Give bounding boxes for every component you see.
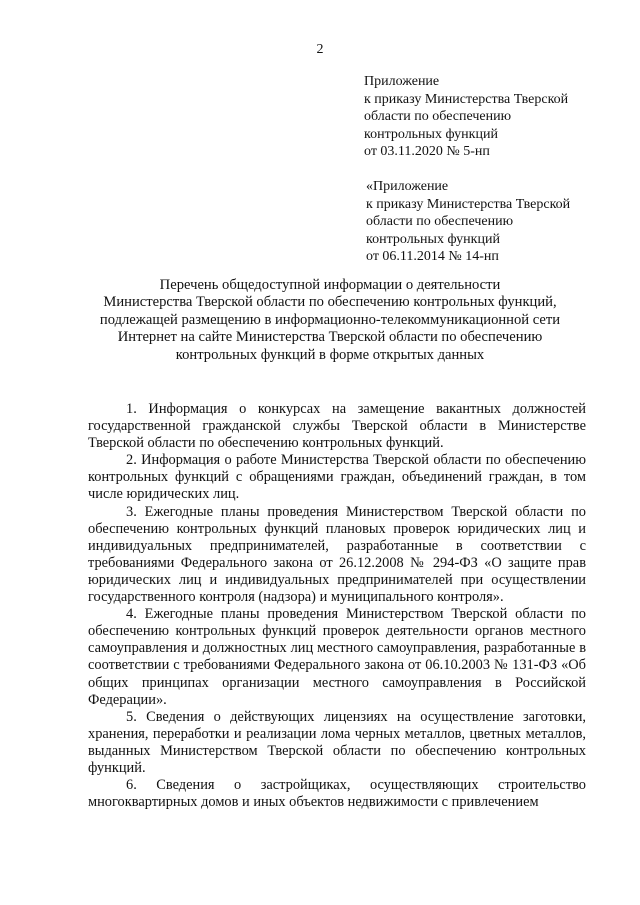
appendix-line: области по обеспечению xyxy=(366,214,514,230)
title-line: Министерства Тверской области по обеспечению контрольных функций, xyxy=(103,294,557,311)
appendix-line: «Приложение xyxy=(366,179,449,194)
appendix-previous xyxy=(366,178,626,266)
appendix-line: к приказу Министерства Тверской xyxy=(364,91,569,107)
appendix-current xyxy=(364,73,624,161)
list-item: 5. Сведения о действующих лицензиях на осуществление заготовки, хранения, переработки и реализации лома черных металлов, цветных металлов, выданных Министерством Тверской области по обеспечению контрольных функций. xyxy=(88,708,586,776)
title-line: контрольных функций в форме открытых данных xyxy=(175,346,485,363)
list-item: 3. Ежегодные планы проведения Министерством Тверской области по обеспечению контрольных функций плановых проверок юридических лиц и индивидуальных предпринимателей, разработанные в соответствии с требованиями Федерального закона от 26.12.2008 № 294-ФЗ «О защите прав юридических лиц и индивидуальных предпринимателей при осуществлении государственного контроля (надзора) и муниципального контроля». xyxy=(88,503,586,606)
list-item: 4. Ежегодные планы проведения Министерством Тверской области по обеспечению контрольных функций проверок деятельности органов местного самоуправления и должностных лиц местного самоуправления, разработанные в соответствии с требованиями Федерального закона от 06.10.2003 № 131-ФЗ «Об общих принципах организации местного самоуправления в Российской Федерации». xyxy=(88,606,586,708)
list-item: 1. Информация о конкурсах на замещение вакантных должностей государственной гражданской службы Тверской области в Министерстве Тверской области по обеспечению контрольных функций. xyxy=(88,401,586,452)
page-number: 2 xyxy=(316,42,324,57)
document-title xyxy=(60,277,600,364)
title-line: Интернет на сайте Министерства Тверской области по обеспечению xyxy=(117,329,543,346)
appendix-line: области по обеспечению xyxy=(364,109,512,125)
title-line: Перечень общедоступной информации о деятельности xyxy=(159,277,501,293)
appendix-line: от 06.11.2014 № 14-нп xyxy=(366,249,499,265)
appendix-line: Приложение xyxy=(364,74,440,89)
appendix-line: контрольных функций xyxy=(366,231,500,247)
list-item: 2. Информация о работе Министерства Тверской области по обеспечению контрольных функций с обращениями граждан, объединений граждан, в том числе юридических лиц. xyxy=(88,452,586,503)
appendix-line: от 03.11.2020 № 5-нп xyxy=(364,144,490,160)
appendix-line: контрольных функций xyxy=(364,126,498,142)
title-line: подлежащей размещению в информационно-телекоммуникационной сети xyxy=(99,311,561,328)
list-item: 6. Сведения о застройщиках, осуществляющих строительство многоквартирных домов и иных объектов недвижимости с привлечением xyxy=(88,777,586,811)
appendix-line: к приказу Министерства Тверской xyxy=(366,196,571,212)
document-body xyxy=(88,401,586,811)
